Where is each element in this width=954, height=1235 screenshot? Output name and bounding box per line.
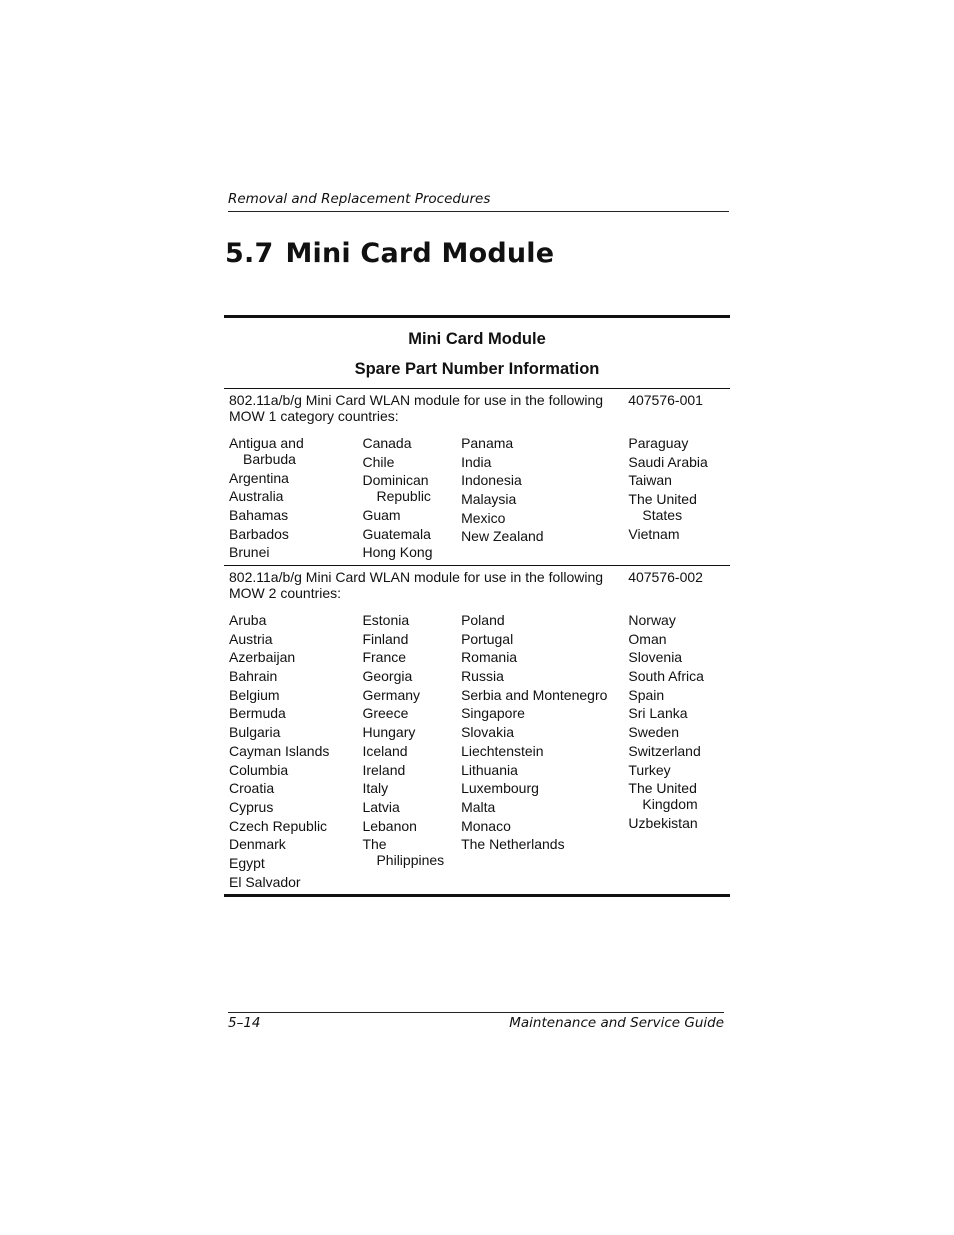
country-item [461,612,628,628]
country-column [628,612,724,892]
country-name: Hungary [362,724,416,741]
country-name: Croatia [229,780,275,797]
caption-line-1: Mini Card Module [408,330,546,348]
country-name: Chile [362,453,395,470]
country-name: South Africa [628,668,704,685]
country-list [229,435,724,563]
country-item [461,687,628,703]
country-item [628,631,724,647]
country-name: Bahamas [229,507,289,524]
spare-parts-table [224,315,730,897]
country-item [229,687,362,703]
table-section-mow2 [224,566,730,894]
guide-title: Maintenance and Service Guide [509,1015,724,1031]
country-name: Serbia and Montenegro [461,686,608,703]
country-name: Poland [461,612,505,628]
section-title-text: Mini Card Module [285,238,555,269]
country-item [362,649,461,665]
table-caption [224,318,730,388]
country-name: Malaysia [461,491,517,508]
country-name: Luxembourg [461,780,539,797]
country-name: Czech Republic [229,817,328,834]
country-name: Greece [362,705,409,722]
country-item [362,818,461,834]
country-item [362,472,461,504]
country-item [362,631,461,647]
country-item [229,612,362,628]
country-name: Azerbaijan [229,649,296,666]
country-item [628,815,724,831]
country-column [461,435,628,563]
country-name: Georgia [362,668,413,685]
country-item [628,472,724,488]
country-name: Argentina [229,469,289,486]
country-name: Panama [461,435,514,451]
country-item [461,818,628,834]
country-item [461,799,628,815]
country-item [362,836,461,868]
country-column [461,612,628,892]
country-item [229,762,362,778]
country-name: Cyprus [229,798,274,815]
country-name: Belgium [229,686,280,703]
country-name: Columbia [229,761,289,778]
country-name: Germany [362,686,421,703]
country-name: Cayman Islands [229,742,330,759]
country-name: Aruba [229,612,267,628]
country-name: Switzerland [628,742,701,759]
table-row [229,569,724,601]
country-column [229,435,362,563]
country-item [229,544,362,560]
country-column [362,435,461,563]
country-name: Bahrain [229,668,278,685]
country-item [229,836,362,852]
country-item [461,762,628,778]
country-item [362,668,461,684]
country-name: Estonia [362,612,410,628]
country-name: Italy [362,780,389,797]
country-name: Austria [229,630,273,647]
country-item [362,687,461,703]
country-item [362,526,461,542]
country-name: Australia [229,488,284,505]
country-name: Lebanon [362,817,417,834]
country-name-continuation: Barbuda [243,451,296,467]
country-item [362,507,461,523]
country-name: Russia [461,668,504,685]
table-bottom-rule [224,894,730,897]
country-name: Portugal [461,630,514,647]
country-name-continuation: States [642,507,683,524]
country-name: Latvia [362,798,400,815]
country-name: Monaco [461,817,511,834]
country-name: Romania [461,649,518,666]
caption-line-2: Spare Part Number Information [354,360,600,378]
country-name: Slovakia [461,724,514,741]
country-item [461,435,628,451]
country-name: Iceland [362,742,408,759]
country-item [461,649,628,665]
part-number: 407576-002 [628,569,703,585]
country-name: Saudi Arabia [628,453,708,470]
country-name-continuation: Kingdom [642,796,698,813]
country-item [628,435,724,451]
country-name: Lithuania [461,761,518,778]
country-item [628,612,724,628]
country-item [461,631,628,647]
page-footer [228,1012,724,1031]
country-name: New Zealand [461,528,544,545]
country-name: Indonesia [461,472,522,489]
country-item [229,818,362,834]
country-item [628,526,724,542]
table-row [229,392,724,424]
country-item [461,724,628,740]
table-section-mow1 [224,389,730,565]
country-name: The [362,836,387,853]
country-item [362,743,461,759]
country-name: The United [628,780,697,797]
country-name: Oman [628,630,667,647]
country-item [461,705,628,721]
country-item [362,435,461,451]
country-item [229,631,362,647]
country-item [461,528,628,544]
country-item [229,743,362,759]
country-name: Antigua and [229,435,304,451]
part-description: 802.11a/b/g Mini Card WLAN module for use in the following MOW 1 category countries: [229,392,604,424]
country-name: Singapore [461,705,525,722]
country-item [461,780,628,796]
country-item [628,649,724,665]
country-item [628,762,724,778]
country-name: Sweden [628,724,679,741]
country-name: Canada [362,435,412,451]
section-number: 5.7 [225,238,274,269]
part-number: 407576-001 [628,392,703,408]
country-name: Bermuda [229,705,286,722]
country-item [229,488,362,504]
country-item [229,435,362,467]
country-name: Hong Kong [362,544,433,561]
country-name: Norway [628,612,676,628]
country-item [362,454,461,470]
country-name-continuation: Republic [376,488,431,505]
country-name: Sri Lanka [628,705,688,722]
country-name: Uzbekistan [628,814,698,831]
country-column [229,612,362,892]
country-item [362,762,461,778]
country-name: The United [628,491,697,508]
country-item [229,526,362,542]
country-name: Bulgaria [229,724,281,741]
country-name: Dominican [362,472,429,489]
country-name: Liechtenstein [461,742,544,759]
country-item [362,780,461,796]
country-item [628,743,724,759]
country-item [229,874,362,890]
country-column [628,435,724,563]
country-name: Vietnam [628,525,680,542]
country-item [229,724,362,740]
part-description: 802.11a/b/g Mini Card WLAN module for use in the following MOW 2 countries: [229,569,604,601]
country-name: El Salvador [229,873,301,890]
country-item [461,743,628,759]
country-item [461,510,628,526]
page-number: 5–14 [228,1015,261,1031]
country-item [461,836,628,852]
country-item [628,724,724,740]
country-list [229,612,724,892]
country-item [461,491,628,507]
country-name: Brunei [229,544,270,561]
country-item [628,668,724,684]
section-title [225,238,554,269]
country-item [628,491,724,523]
country-item [229,649,362,665]
country-item [628,687,724,703]
country-name: Ireland [362,761,406,778]
country-item [229,668,362,684]
country-name: Spain [628,686,665,703]
country-item [229,855,362,871]
country-item [229,780,362,796]
country-item [362,544,461,560]
country-item [362,799,461,815]
country-item [229,507,362,523]
country-name: Finland [362,630,409,647]
country-item [461,472,628,488]
country-item [362,612,461,628]
country-name: Egypt [229,854,265,871]
country-name: Turkey [628,761,671,778]
country-item [461,454,628,470]
country-name: The Netherlands [461,836,565,853]
country-name: Malta [461,798,496,815]
country-name: Guam [362,507,401,524]
country-name: Guatemala [362,525,431,542]
country-name: France [362,649,407,666]
country-name-continuation: Philippines [376,852,445,869]
country-item [229,705,362,721]
country-name: Paraguay [628,435,689,451]
running-header: Removal and Replacement Procedures [228,191,729,212]
country-column [362,612,461,892]
country-item [628,454,724,470]
country-name: Barbados [229,525,289,542]
country-item [628,780,724,812]
country-name: Slovenia [628,649,683,666]
country-item [229,799,362,815]
country-item [362,724,461,740]
country-name: Mexico [461,509,506,526]
country-name: Taiwan [628,472,672,489]
country-name: India [461,453,492,470]
country-item [362,705,461,721]
country-name: Denmark [229,836,286,853]
country-item [628,705,724,721]
country-item [461,668,628,684]
country-item [229,470,362,486]
